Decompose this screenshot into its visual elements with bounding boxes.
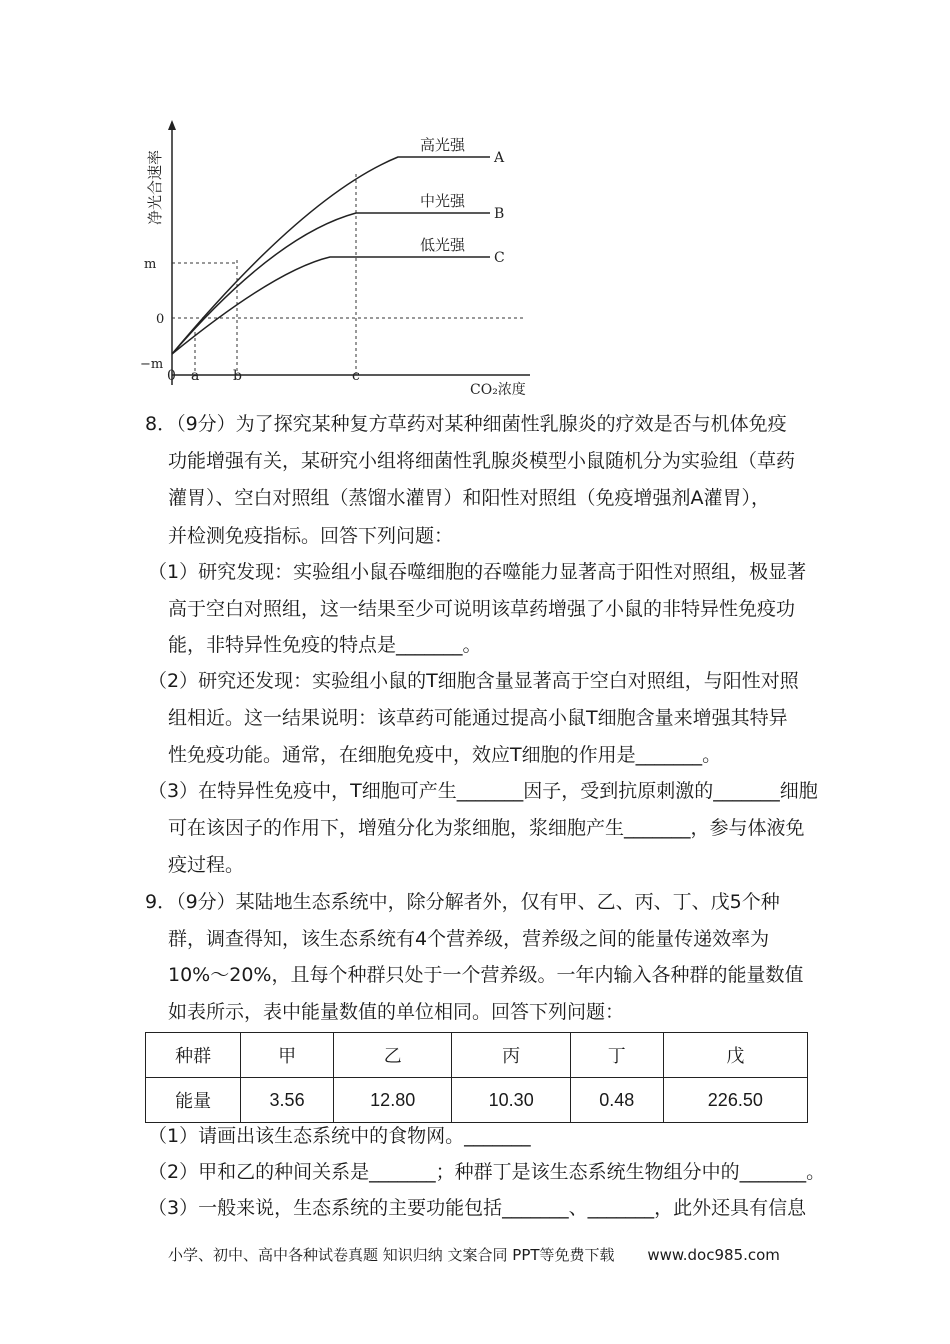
table-cell: 甲 [241,1033,334,1078]
table-cell: 12.80 [333,1078,451,1123]
q8-line-6: 高于空白对照组，这一结果至少可说明该草药增强了小鼠的非特异性免疫功 [168,598,796,620]
footer-text: 小学、初中、高中各种试卷真题 知识归纳 文案合同 PPT等免费下载 [168,1246,615,1264]
table-cell: 10.30 [452,1078,570,1123]
q8-line-2: 功能增强有关，某研究小组将细菌性乳腺炎模型小鼠随机分为实验组（草药 [168,450,796,472]
series-label-C: C [494,250,505,266]
series-name-C: 低光强 [420,236,466,254]
q9-line-1: 9．（9分）某陆地生态系统中，除分解者外，仅有甲、乙、丙、丁、戊5个种 [145,891,780,913]
photosynthesis-chart [130,110,550,400]
y-tick-0: 0 [156,312,165,327]
q9-line-2: 群，调查得知，该生态系统有4个营养级，营养级之间的能量传递效率为 [168,928,770,950]
q9-line-4: 如表所示，表中能量数值的单位相同。回答下列问题： [168,1001,625,1023]
table-cell: 能量 [146,1078,241,1123]
table-cell: 丁 [570,1033,663,1078]
q8-line-10: 性免疫功能。通常，在细胞免疫中，效应T细胞的作用是_______。 [168,744,722,766]
table-row [146,1078,808,1123]
y-tick-neg-m: −m [140,357,164,372]
footer [168,1244,780,1265]
q9-sub-3: （3）一般来说，生态系统的主要功能包括_______、_______，此外还具有信息 [148,1197,807,1219]
q8-line-4: 并检测免疫指标。回答下列问题： [168,525,454,547]
table-cell: 种群 [146,1033,241,1078]
table-cell: 0.48 [570,1078,663,1123]
q8-line-12: 可在该因子的作用下，增殖分化为浆细胞，浆细胞产生_______，参与体液免 [168,817,805,839]
y-axis-arrow [168,120,176,130]
series-label-B: B [494,206,505,222]
series-line-A [172,157,490,354]
y-tick-m: m [144,257,157,272]
q8-line-1: 8．（9分）为了探究某种复方草药对某种细菌性乳腺炎的疗效是否与机体免疫 [145,413,787,435]
table-cell: 乙 [333,1033,451,1078]
q9-line-3: 10%～20%，且每个种群只处于一个营养级。一年内输入各种群的能量数值 [168,964,804,986]
series-line-C [172,257,490,354]
energy-table [145,1032,808,1123]
footer-url[interactable]: www.doc985.com [647,1246,780,1264]
table-cell: 226.50 [663,1078,807,1123]
q9-sub-1: （1）请画出该生态系统中的食物网。_______ [148,1125,531,1147]
table-cell: 丙 [452,1033,570,1078]
table-header-row [146,1033,808,1078]
x-tick-c: c [352,368,360,384]
q8-line-7: 能，非特异性免疫的特点是_______。 [168,634,482,656]
table-cell: 戊 [663,1033,807,1078]
q9-sub-2: （2）甲和乙的种间关系是_______；种群丁是该生态系统生物组分中的_______。 [148,1161,826,1183]
series-label-A: A [494,150,505,166]
series-name-B: 中光强 [420,192,466,210]
q8-line-5: （1）研究发现：实验组小鼠吞噬细胞的吞噬能力显著高于阳性对照组，极显著 [148,561,807,583]
x-tick-b: b [233,368,242,384]
y-axis-title: 净光合速率 [146,149,164,225]
q8-line-8: （2）研究还发现：实验组小鼠的T细胞含量显著高于空白对照组，与阳性对照 [148,670,799,692]
x-axis-title: CO₂浓度 [470,382,526,398]
x-tick-a: a [191,368,200,384]
q8-line-3: 灌胃）、空白对照组（蒸馏水灌胃）和阳性对照组（免疫增强剂A灌胃）， [168,487,770,509]
series-name-A: 高光强 [420,136,466,154]
series-line-B [172,213,490,354]
q8-line-13: 疫过程。 [168,854,245,876]
x-tick-0: 0 [167,368,176,384]
q8-line-11: （3）在特异性免疫中，T细胞可产生_______因子，受到抗原刺激的_______细胞 [148,780,818,802]
q8-line-9: 组相近。这一结果说明：该草药可能通过提高小鼠T细胞含量来增强其特异 [168,707,788,729]
table-cell: 3.56 [241,1078,334,1123]
